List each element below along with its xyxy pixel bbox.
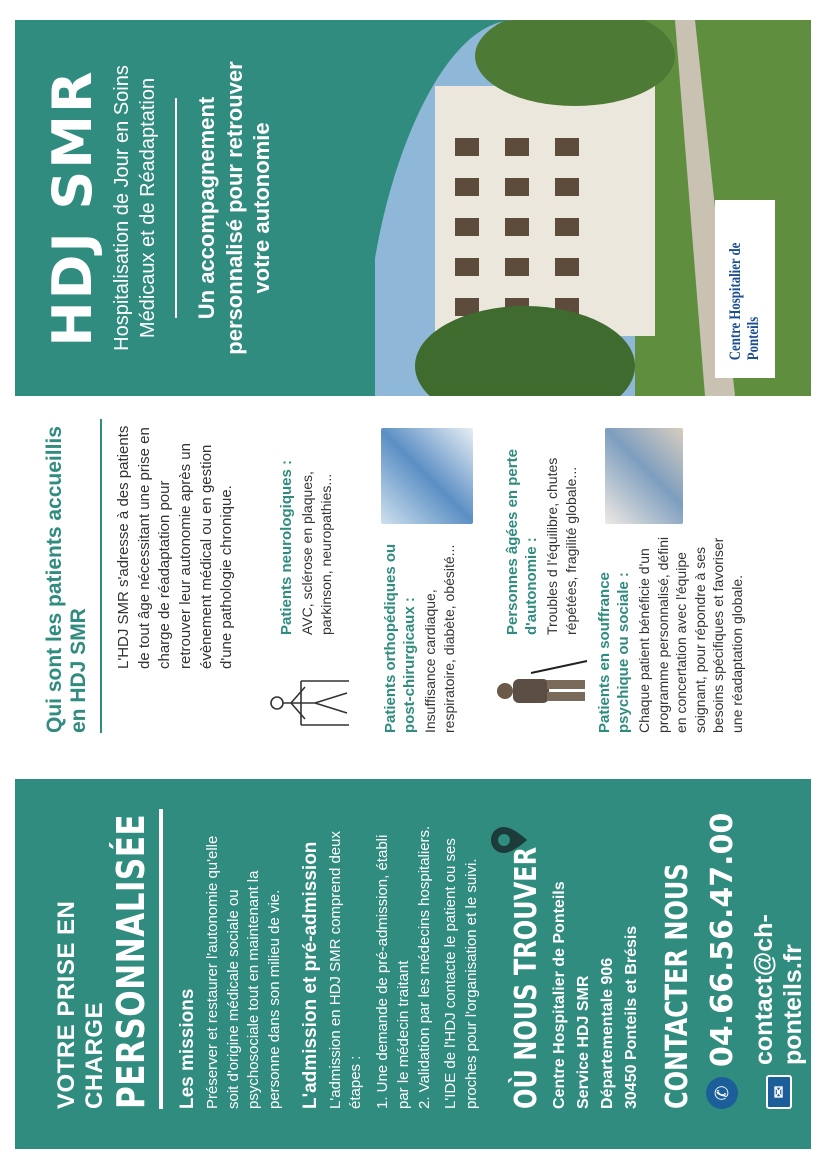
admission-steps <box>373 813 435 1109</box>
panel-title-line1: VOTRE PRISE EN CHARGE <box>53 900 108 1109</box>
title-underline <box>159 809 163 1109</box>
missions-heading: Les missions <box>177 988 198 1109</box>
hospital-logo <box>715 200 775 378</box>
map-pin-icon <box>489 825 529 855</box>
rehab-photo-1 <box>381 428 473 524</box>
email-row[interactable] <box>750 813 808 1109</box>
address-line: 30450 Ponteils et Brésis <box>622 925 640 1109</box>
category-text: Chaque patient bénéficie d'un programme personnalisé, défini en concertation avec l'équipe soignant, pour répondre à ses besoins spécifiques et favoriser une réadaptation globale. <box>636 536 745 733</box>
find-us-heading: OÙ NOUS TROUVER <box>508 846 544 1109</box>
admission-heading: L'admission et pré-admission <box>299 841 321 1109</box>
category-orthopedic <box>381 533 458 733</box>
heading-rule <box>100 419 102 733</box>
patients-heading: Qui sont les patients accueillis en HDJ SMR <box>43 426 90 733</box>
patients-intro: L'HDJ SMR s'adresse à des patients de tout âge nécessitant une prise en charge de réadaptation pour retrouver leur autonomie après un évènement médical ou en gestion d'une pathologie chronique. <box>115 425 236 669</box>
phone-icon: ✆ <box>706 1077 738 1109</box>
admission-intro: L'admission en HDJ SMR comprend deux étapes : <box>326 831 365 1109</box>
category-text: Insuffisance cardiaque, respiratoire, diabète, obésité... <box>422 544 457 733</box>
admission-step: 2. Validation par les médecins hospitaliers. <box>415 825 433 1109</box>
cover-text <box>15 20 385 396</box>
address-line: Centre Hospitalier de Ponteils <box>550 881 568 1109</box>
category-title: Personnes âgées en perte d'autonomie : <box>504 449 541 635</box>
category-elderly <box>503 425 580 635</box>
email-address[interactable]: contact@ch-ponteils.fr <box>749 914 807 1065</box>
address-line: Service HDJ SMR <box>574 975 592 1109</box>
prise-en-charge-panel <box>15 779 811 1149</box>
category-psychosocial <box>595 533 746 733</box>
cover-title: HDJ SMR <box>41 69 104 347</box>
cover-subtitle: Hospitalisation de Jour en Soins Médicaux et de Réadaptation <box>111 65 159 351</box>
walker-illustration <box>265 673 355 733</box>
category-text: Troubles d l'équilibre, chutes répétées, fragilité globale... <box>544 457 579 635</box>
phone-number[interactable]: 04.66.56.47.00 <box>704 812 740 1067</box>
category-title: Patients neurologiques : <box>278 459 295 635</box>
contact-section <box>660 813 808 1109</box>
category-title: Patients orthopédiques ou post-chirurgicaux : <box>382 543 419 733</box>
panel-title-line2: PERSONNALISÉE <box>109 813 153 1109</box>
address-line: Départementale 906 <box>598 957 616 1109</box>
cover-tagline: Un accompagnement personnalisé pour retrouver votre autonomie <box>194 61 275 355</box>
cover-rule <box>175 98 177 318</box>
category-neurological <box>277 425 335 635</box>
patients-panel <box>15 393 811 777</box>
admission-step: 1. Une demande de pré-admission, établi par le médecin traitant <box>374 834 412 1109</box>
cover-panel <box>15 20 811 396</box>
elderly-man-illustration <box>491 651 591 731</box>
admission-outro: L'IDE de l'HDJ contacte le patient ou ses proches pour l'organisation et le suivi. <box>442 838 480 1109</box>
phone-row[interactable] <box>705 813 740 1109</box>
envelope-icon: ✉ <box>766 1075 792 1109</box>
contact-heading: CONTACTER NOUS <box>659 863 695 1109</box>
category-title: Patients en souffrance psychique ou sociale : <box>596 572 633 733</box>
address-block <box>548 813 644 1109</box>
location-section <box>509 813 644 1109</box>
category-text: AVC, sclérose en plaques, parkinson, neuropathies... <box>299 471 334 635</box>
missions-text: Préserver et restaurer l'autonomie qu'elle soit d'origine médicale sociale ou psychosociale tout en maintenant la personne dans son milieu de vie. <box>204 835 284 1109</box>
logo-text: Centre Hospitalier de Ponteils <box>727 242 762 361</box>
rehab-photo-2 <box>605 428 683 524</box>
